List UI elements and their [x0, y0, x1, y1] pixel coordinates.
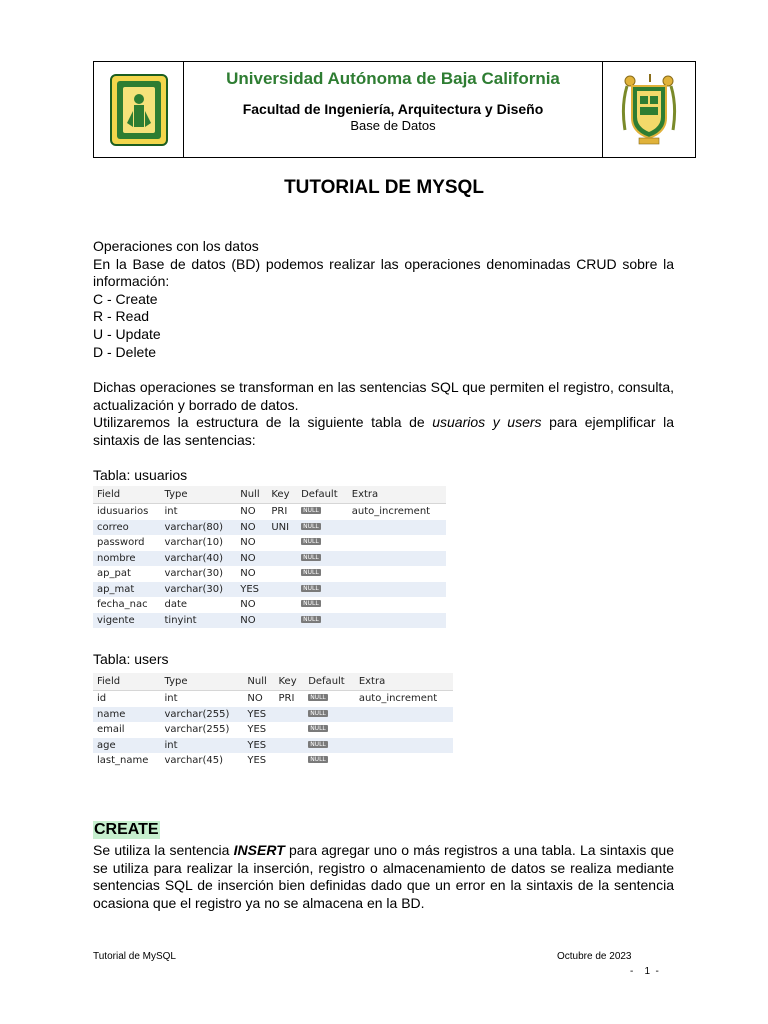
- table-row: [93, 722, 453, 738]
- null-badge: NULL: [310, 709, 326, 717]
- table-cell: [274, 738, 304, 754]
- paragraph-operations: [93, 379, 674, 449]
- header-right-cell: [603, 62, 695, 157]
- column-header: Field: [93, 673, 161, 691]
- keyword-run: INSERT: [233, 842, 285, 858]
- users-table: [93, 673, 453, 769]
- table-header-row: [93, 673, 453, 691]
- column-header: Null: [236, 486, 267, 504]
- text-run: Se utiliza la sentencia: [93, 842, 234, 858]
- table-cell: [297, 520, 348, 536]
- table-cell: [267, 582, 297, 598]
- column-header: Type: [161, 486, 237, 504]
- column-header: Type: [161, 673, 244, 691]
- null-badge: NULL: [310, 756, 326, 764]
- table-cell: YES: [236, 582, 267, 598]
- table-cell: [297, 582, 348, 598]
- table-cell: [355, 722, 453, 738]
- table-cell: NO: [236, 520, 267, 536]
- table-cell: [267, 535, 297, 551]
- null-badge: NULL: [303, 538, 319, 546]
- document-title: TUTORIAL DE MYSQL: [284, 177, 484, 198]
- column-header: Default: [304, 673, 355, 691]
- table-cell: [355, 738, 453, 754]
- crud-item: U - Update: [93, 325, 161, 342]
- null-badge: NULL: [303, 569, 319, 577]
- table-cell: fecha_nac: [97, 599, 148, 611]
- table-cell: [297, 535, 348, 551]
- table-cell: NO: [240, 568, 256, 580]
- table-cell: id: [97, 693, 107, 705]
- usuarios-table: [93, 486, 446, 628]
- text-run: Utilizaremos la estructura de la siguiente tabla de: [93, 414, 433, 431]
- table-row: [93, 691, 453, 707]
- table-cell: [297, 613, 348, 629]
- crud-item: C - Create: [93, 290, 158, 307]
- table-cell: last_name: [97, 755, 149, 767]
- table-cell: NO: [240, 599, 256, 611]
- table-cell: varchar(45): [164, 755, 224, 767]
- column-header: Extra: [355, 673, 453, 691]
- null-badge: NULL: [303, 522, 319, 530]
- column-header: Field: [93, 486, 161, 504]
- table-cell: date: [164, 599, 188, 611]
- table-header-row: [93, 486, 446, 504]
- table-cell: [348, 597, 446, 613]
- table-cell: [297, 551, 348, 567]
- table-cell: int: [161, 738, 244, 754]
- table-row: [93, 707, 453, 723]
- table-cell: [274, 753, 304, 769]
- table-cell: [274, 722, 304, 738]
- table-cell: [304, 691, 355, 707]
- table-cell: idusuarios: [97, 506, 149, 518]
- table-cell: varchar(40): [161, 551, 237, 567]
- table-cell: PRI: [278, 693, 295, 705]
- table-cell: [348, 582, 446, 598]
- table-cell: int: [164, 506, 178, 518]
- table-cell: YES: [247, 724, 267, 736]
- table-cell: [267, 551, 297, 567]
- table-cell: [348, 520, 446, 536]
- table-cell: correo: [93, 520, 161, 536]
- university-name: Universidad Autónoma de Baja California: [226, 69, 560, 88]
- table-row: [93, 597, 446, 613]
- table-cell: [348, 613, 446, 629]
- column-header: Default: [297, 486, 348, 504]
- intro-heading: Operaciones con los datos: [93, 238, 259, 254]
- table-cell: [274, 707, 304, 723]
- create-paragraph: [93, 842, 674, 912]
- table-cell: [304, 738, 355, 754]
- table-cell: [304, 707, 355, 723]
- table-cell: YES: [243, 707, 274, 723]
- table-row: [93, 753, 453, 769]
- text-run: para ejemplificar la sintaxis de las sentencias:: [93, 414, 674, 448]
- table-cell: auto_increment: [358, 693, 438, 705]
- table-cell: UNI: [267, 520, 297, 536]
- table-row: [93, 551, 446, 567]
- table-cell: [267, 597, 297, 613]
- table-cell: [355, 753, 453, 769]
- table-cell: [297, 504, 348, 520]
- footer-left: Tutorial de MySQL: [93, 951, 176, 962]
- null-badge: NULL: [310, 694, 326, 702]
- paragraph-text: Dichas operaciones se transforman en las sentencias SQL que permiten el registro, consulta, actualización y borrado de datos.: [93, 379, 674, 413]
- table-row: [93, 738, 453, 754]
- table-row: [93, 520, 446, 536]
- table-cell: varchar(80): [161, 520, 237, 536]
- intro-section: [93, 238, 674, 361]
- table-cell: varchar(30): [164, 568, 224, 580]
- table-cell: [297, 597, 348, 613]
- null-badge: NULL: [303, 507, 319, 515]
- table-cell: NO: [240, 537, 256, 549]
- table-cell: ap_pat: [97, 568, 131, 580]
- table-cell: [297, 566, 348, 582]
- table-cell: nombre: [93, 551, 161, 567]
- text-run: para agregar uno o más registros a una tabla. La sintaxis que se utiliza para realizar la inserción, registro o almacenamiento de datos se realiza mediante sentencias SQL de inserción bien definidas dado que un error en la sintaxis de la sentencia ocasiona que el registro ya no se almacena en la BD.: [93, 842, 675, 911]
- table-cell: [304, 722, 355, 738]
- null-badge: NULL: [303, 553, 319, 561]
- table-cell: NO: [247, 693, 263, 705]
- table-cell: int: [164, 693, 178, 705]
- table-cell: PRI: [271, 506, 288, 518]
- create-heading: CREATE: [94, 821, 159, 838]
- header-center-cell: [184, 62, 603, 157]
- header-left-cell: [94, 62, 184, 157]
- table-cell: age: [93, 738, 161, 754]
- table-cell: tinyint: [161, 613, 237, 629]
- table-cell: [348, 535, 446, 551]
- table-cell: [267, 613, 297, 629]
- column-header: Key: [267, 486, 297, 504]
- table-cell: email: [97, 724, 125, 736]
- table-row: [93, 613, 446, 629]
- table-cell: YES: [243, 738, 274, 754]
- table-cell: YES: [247, 755, 267, 767]
- column-header: Null: [243, 673, 274, 691]
- crud-item: R - Read: [93, 308, 150, 325]
- faculty-crest-icon: [617, 72, 681, 148]
- subject-name: Base de Datos: [350, 118, 436, 133]
- table-cell: [348, 551, 446, 567]
- page-number: - 1 -: [630, 966, 659, 977]
- table-row: [93, 582, 446, 598]
- null-badge: NULL: [303, 615, 319, 623]
- table-row: [93, 566, 446, 582]
- table2-caption: Tabla: users: [93, 651, 169, 667]
- intro-text: En la Base de datos (BD) podemos realizar las operaciones denominadas CRUD sobre la información:: [93, 255, 674, 290]
- column-header: Extra: [348, 486, 446, 504]
- table-cell: NO: [236, 613, 267, 629]
- null-badge: NULL: [310, 740, 326, 748]
- table-cell: [267, 566, 297, 582]
- null-badge: NULL: [303, 584, 319, 592]
- table-cell: vigente: [93, 613, 161, 629]
- header-box: [93, 61, 696, 158]
- null-badge: NULL: [310, 725, 326, 733]
- paragraph-text: [93, 414, 674, 449]
- table-cell: ap_mat: [93, 582, 161, 598]
- table-cell: NO: [240, 506, 256, 518]
- column-header: Key: [274, 673, 304, 691]
- table-cell: [348, 566, 446, 582]
- faculty-name: Facultad de Ingeniería, Arquitectura y Diseño: [242, 101, 544, 117]
- table1-caption: Tabla: usuarios: [93, 467, 188, 483]
- crud-item: D - Delete: [93, 343, 157, 360]
- table-cell: auto_increment: [351, 506, 431, 518]
- table-cell: name: [93, 707, 161, 723]
- table-cell: varchar(10): [164, 537, 224, 549]
- table-cell: varchar(255): [164, 724, 230, 736]
- table-row: [93, 535, 446, 551]
- table-cell: password: [97, 537, 145, 549]
- table-cell: NO: [236, 551, 267, 567]
- table-cell: [304, 753, 355, 769]
- table-cell: varchar(30): [161, 582, 237, 598]
- table-cell: varchar(255): [161, 707, 244, 723]
- table-row: [93, 504, 446, 520]
- footer-right: Octubre de 2023: [557, 951, 632, 962]
- null-badge: NULL: [303, 600, 319, 608]
- italic-run: usuarios y users: [432, 414, 542, 431]
- university-seal-icon: [108, 73, 170, 147]
- table-cell: [355, 707, 453, 723]
